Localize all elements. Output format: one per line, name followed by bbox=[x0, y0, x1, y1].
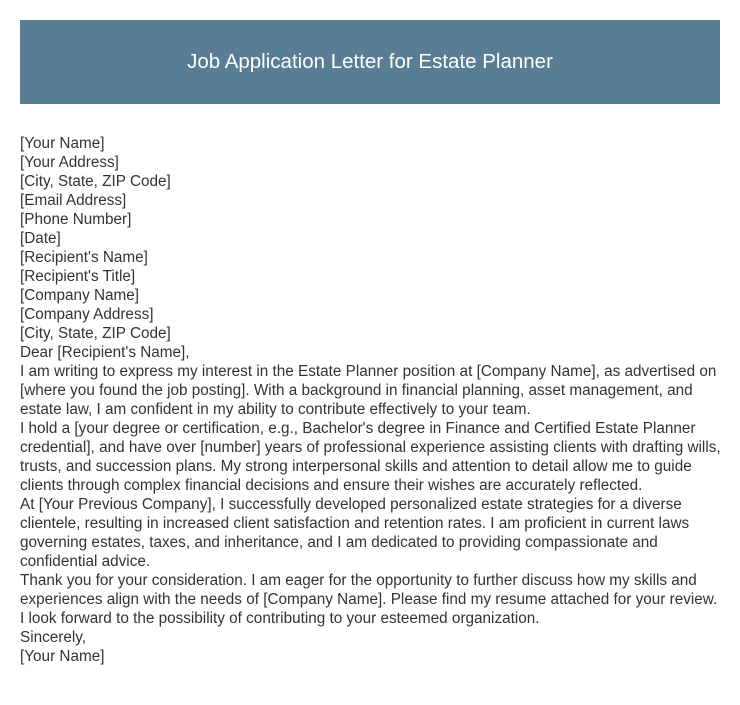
sender-name: [Your Name] bbox=[20, 135, 105, 152]
signature: [Your Name] bbox=[20, 648, 105, 665]
title-banner bbox=[20, 20, 720, 104]
recipient-name: [Recipient's Name] bbox=[20, 249, 148, 266]
sender-address: [Your Address] bbox=[20, 154, 119, 171]
letter-body bbox=[20, 134, 724, 666]
recipient-city-state-zip: [City, State, ZIP Code] bbox=[20, 325, 171, 342]
page-title: Job Application Letter for Estate Planner bbox=[187, 50, 553, 73]
salutation: Dear [Recipient's Name], bbox=[20, 344, 190, 361]
sender-email: [Email Address] bbox=[20, 192, 127, 209]
letter-date: [Date] bbox=[20, 230, 61, 247]
paragraph-intro: I am writing to express my interest in the Estate Planner position at [Company Name], as advertised on [where you found the job posting]. With a background in financial planning, asset management, and estate law, I am confident in my ability to contribute effectively to your team. bbox=[20, 363, 717, 418]
closing: Sincerely, bbox=[20, 629, 87, 646]
recipient-address: [Company Address] bbox=[20, 306, 154, 323]
sender-city-state-zip: [City, State, ZIP Code] bbox=[20, 173, 171, 190]
paragraph-closing: Thank you for your consideration. I am eager for the opportunity to further discuss how my skills and experiences align with the needs of [Company Name]. Please find my resume attached for your review. I look forward to the possibility of contributing to your esteemed organization. bbox=[20, 572, 718, 627]
recipient-title: [Recipient's Title] bbox=[20, 268, 136, 285]
recipient-company: [Company Name] bbox=[20, 287, 140, 304]
paragraph-qualifications: I hold a [your degree or certification, e.g., Bachelor's degree in Finance and Certified Estate Planner credential], and have over [number] years of professional experience assisting clients with drafting wills, trusts, and succession plans. My strong interpersonal skills and attention to detail allow me to guide clients through complex financial decisions and ensure their wishes are accurately reflected. bbox=[20, 420, 721, 494]
sender-phone: [Phone Number] bbox=[20, 211, 132, 228]
paragraph-experience: At [Your Previous Company], I successfully developed personalized estate strategies for a diverse clientele, resulting in increased client satisfaction and retention rates. I am proficient in current laws governing estates, taxes, and inheritance, and I am dedicated to providing compassionate and confidential advice. bbox=[20, 496, 690, 570]
